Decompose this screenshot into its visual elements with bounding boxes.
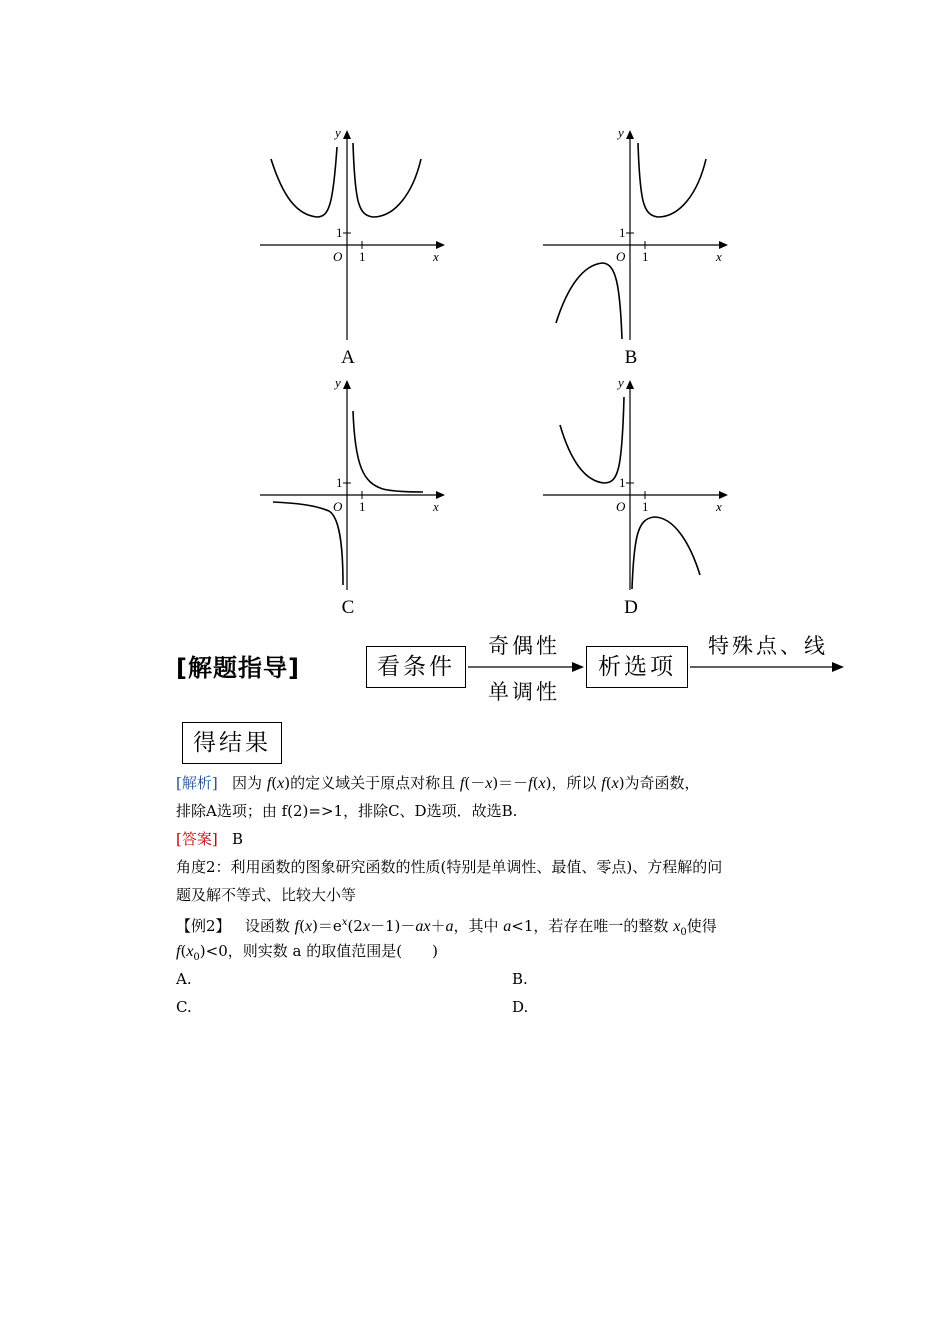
svg-text:1: 1 (642, 249, 649, 264)
option-c[interactable]: C. (176, 998, 192, 1016)
svg-text:O: O (333, 249, 343, 264)
arrow2 (690, 660, 846, 674)
answer-tag: [答案] (176, 830, 218, 848)
arrow1-top-label: 奇偶性 (488, 634, 560, 658)
answer-value: B (232, 830, 244, 848)
graph-b-label: B (624, 347, 638, 368)
svg-text:x: x (716, 249, 722, 264)
arrow1 (468, 660, 586, 674)
analysis-tag: [解析] (176, 774, 218, 792)
svg-text:1: 1 (336, 225, 343, 240)
svg-text:1: 1 (359, 499, 366, 514)
step-box-result: 得结果 (182, 722, 282, 764)
graph-c-label: C (341, 597, 355, 618)
angle2-line-2: 题及解不等式、比较大小等 (176, 886, 357, 904)
svg-text:y: y (618, 125, 624, 140)
svg-text:1: 1 (336, 475, 343, 490)
graph-b (538, 125, 738, 368)
svg-text:x: x (716, 499, 722, 514)
option-a[interactable]: A. (176, 970, 192, 988)
svg-text:O: O (333, 499, 343, 514)
svg-text:y: y (335, 375, 341, 390)
solution-guide (176, 630, 856, 770)
graph-d (538, 375, 738, 618)
graph-d-label: D (624, 597, 638, 618)
svg-text:1: 1 (642, 499, 649, 514)
arrow2-top-label: 特殊点、线 (708, 634, 828, 658)
svg-text:O: O (616, 249, 626, 264)
svg-text:x: x (433, 249, 439, 264)
arrow1-bottom-label: 单调性 (488, 680, 560, 704)
svg-text:1: 1 (619, 225, 626, 240)
svg-text:1: 1 (619, 475, 626, 490)
example-line-1: 【例2】 设函数 $f(x)=e^x(2x-1)-ax+a$，其中 a<1，若存在唯一的整数 $x_0$使得 (176, 917, 717, 938)
svg-text:x: x (433, 499, 439, 514)
svg-text:1: 1 (359, 249, 366, 264)
analysis-line-1: [解析] 因为 f(x)的定义域关于原点对称且 f(－x)＝－f(x)，所以 f(x)为奇函数， (176, 774, 700, 792)
option-b[interactable]: B. (512, 970, 528, 988)
option-d[interactable]: D. (512, 998, 529, 1016)
y-axis-label: y (335, 125, 341, 140)
step-box-options: 析选项 (586, 646, 688, 688)
guide-title: [解题指导] (176, 654, 300, 682)
graph-a-label: A (341, 347, 355, 368)
example-line-2: $f(x_0)<0$，则实数 a 的取值范围是( ) (176, 942, 438, 963)
answer-line (176, 825, 243, 853)
svg-text:O: O (616, 499, 626, 514)
example-tag: 【例2】 (176, 917, 231, 935)
svg-text:y: y (618, 375, 624, 390)
analysis-line-2: 排除A选项；由 f(2)=>1，排除C、D选项．故选B. (176, 802, 518, 820)
step-box-conditions: 看条件 (366, 646, 466, 688)
angle2-line-1: 角度2：利用函数的图象研究函数的性质(特别是单调性、最值、零点)、方程解的问 (176, 858, 723, 876)
graph-a (255, 125, 455, 368)
graph-c (255, 375, 455, 618)
